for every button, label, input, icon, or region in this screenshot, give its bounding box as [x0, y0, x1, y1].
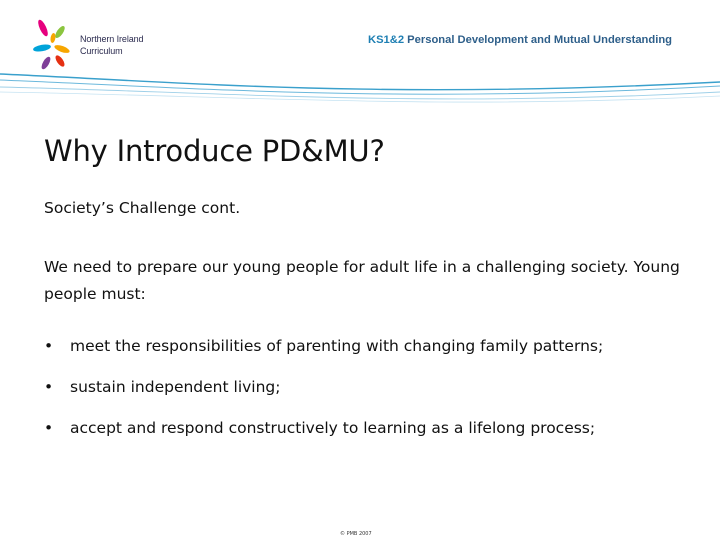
bullet-list: [44, 334, 684, 440]
bullet-icon: •: [44, 378, 54, 396]
footer-copyright: © PMB 2007: [340, 531, 372, 537]
bullet-text: meet the responsibilities of parenting with changing family patterns;: [70, 337, 604, 355]
bullet-icon: •: [44, 419, 54, 437]
header-swoosh: [0, 62, 720, 112]
logo-line-1: Northern Ireland: [80, 34, 144, 44]
bullet-item: [44, 334, 684, 358]
logo-line-2: Curriculum: [80, 46, 123, 56]
intro-paragraph: We need to prepare our young people for adult life in a challenging society. Young people must:: [44, 258, 680, 303]
bullet-icon: •: [44, 337, 54, 355]
bullet-item: [44, 375, 684, 399]
slide-subtitle: Society’s Challenge cont.: [44, 199, 241, 217]
bullet-text: accept and respond constructively to learning as a lifelong process;: [70, 419, 596, 437]
header-title: [368, 34, 672, 46]
bullet-text: sustain independent living;: [70, 378, 281, 396]
header-title-subject: Personal Development and Mutual Understanding: [404, 34, 672, 46]
slide-title: Why Introduce PD&MU?: [44, 134, 385, 168]
header-title-stage: KS1&2: [368, 34, 405, 46]
bullet-item: [44, 416, 684, 440]
